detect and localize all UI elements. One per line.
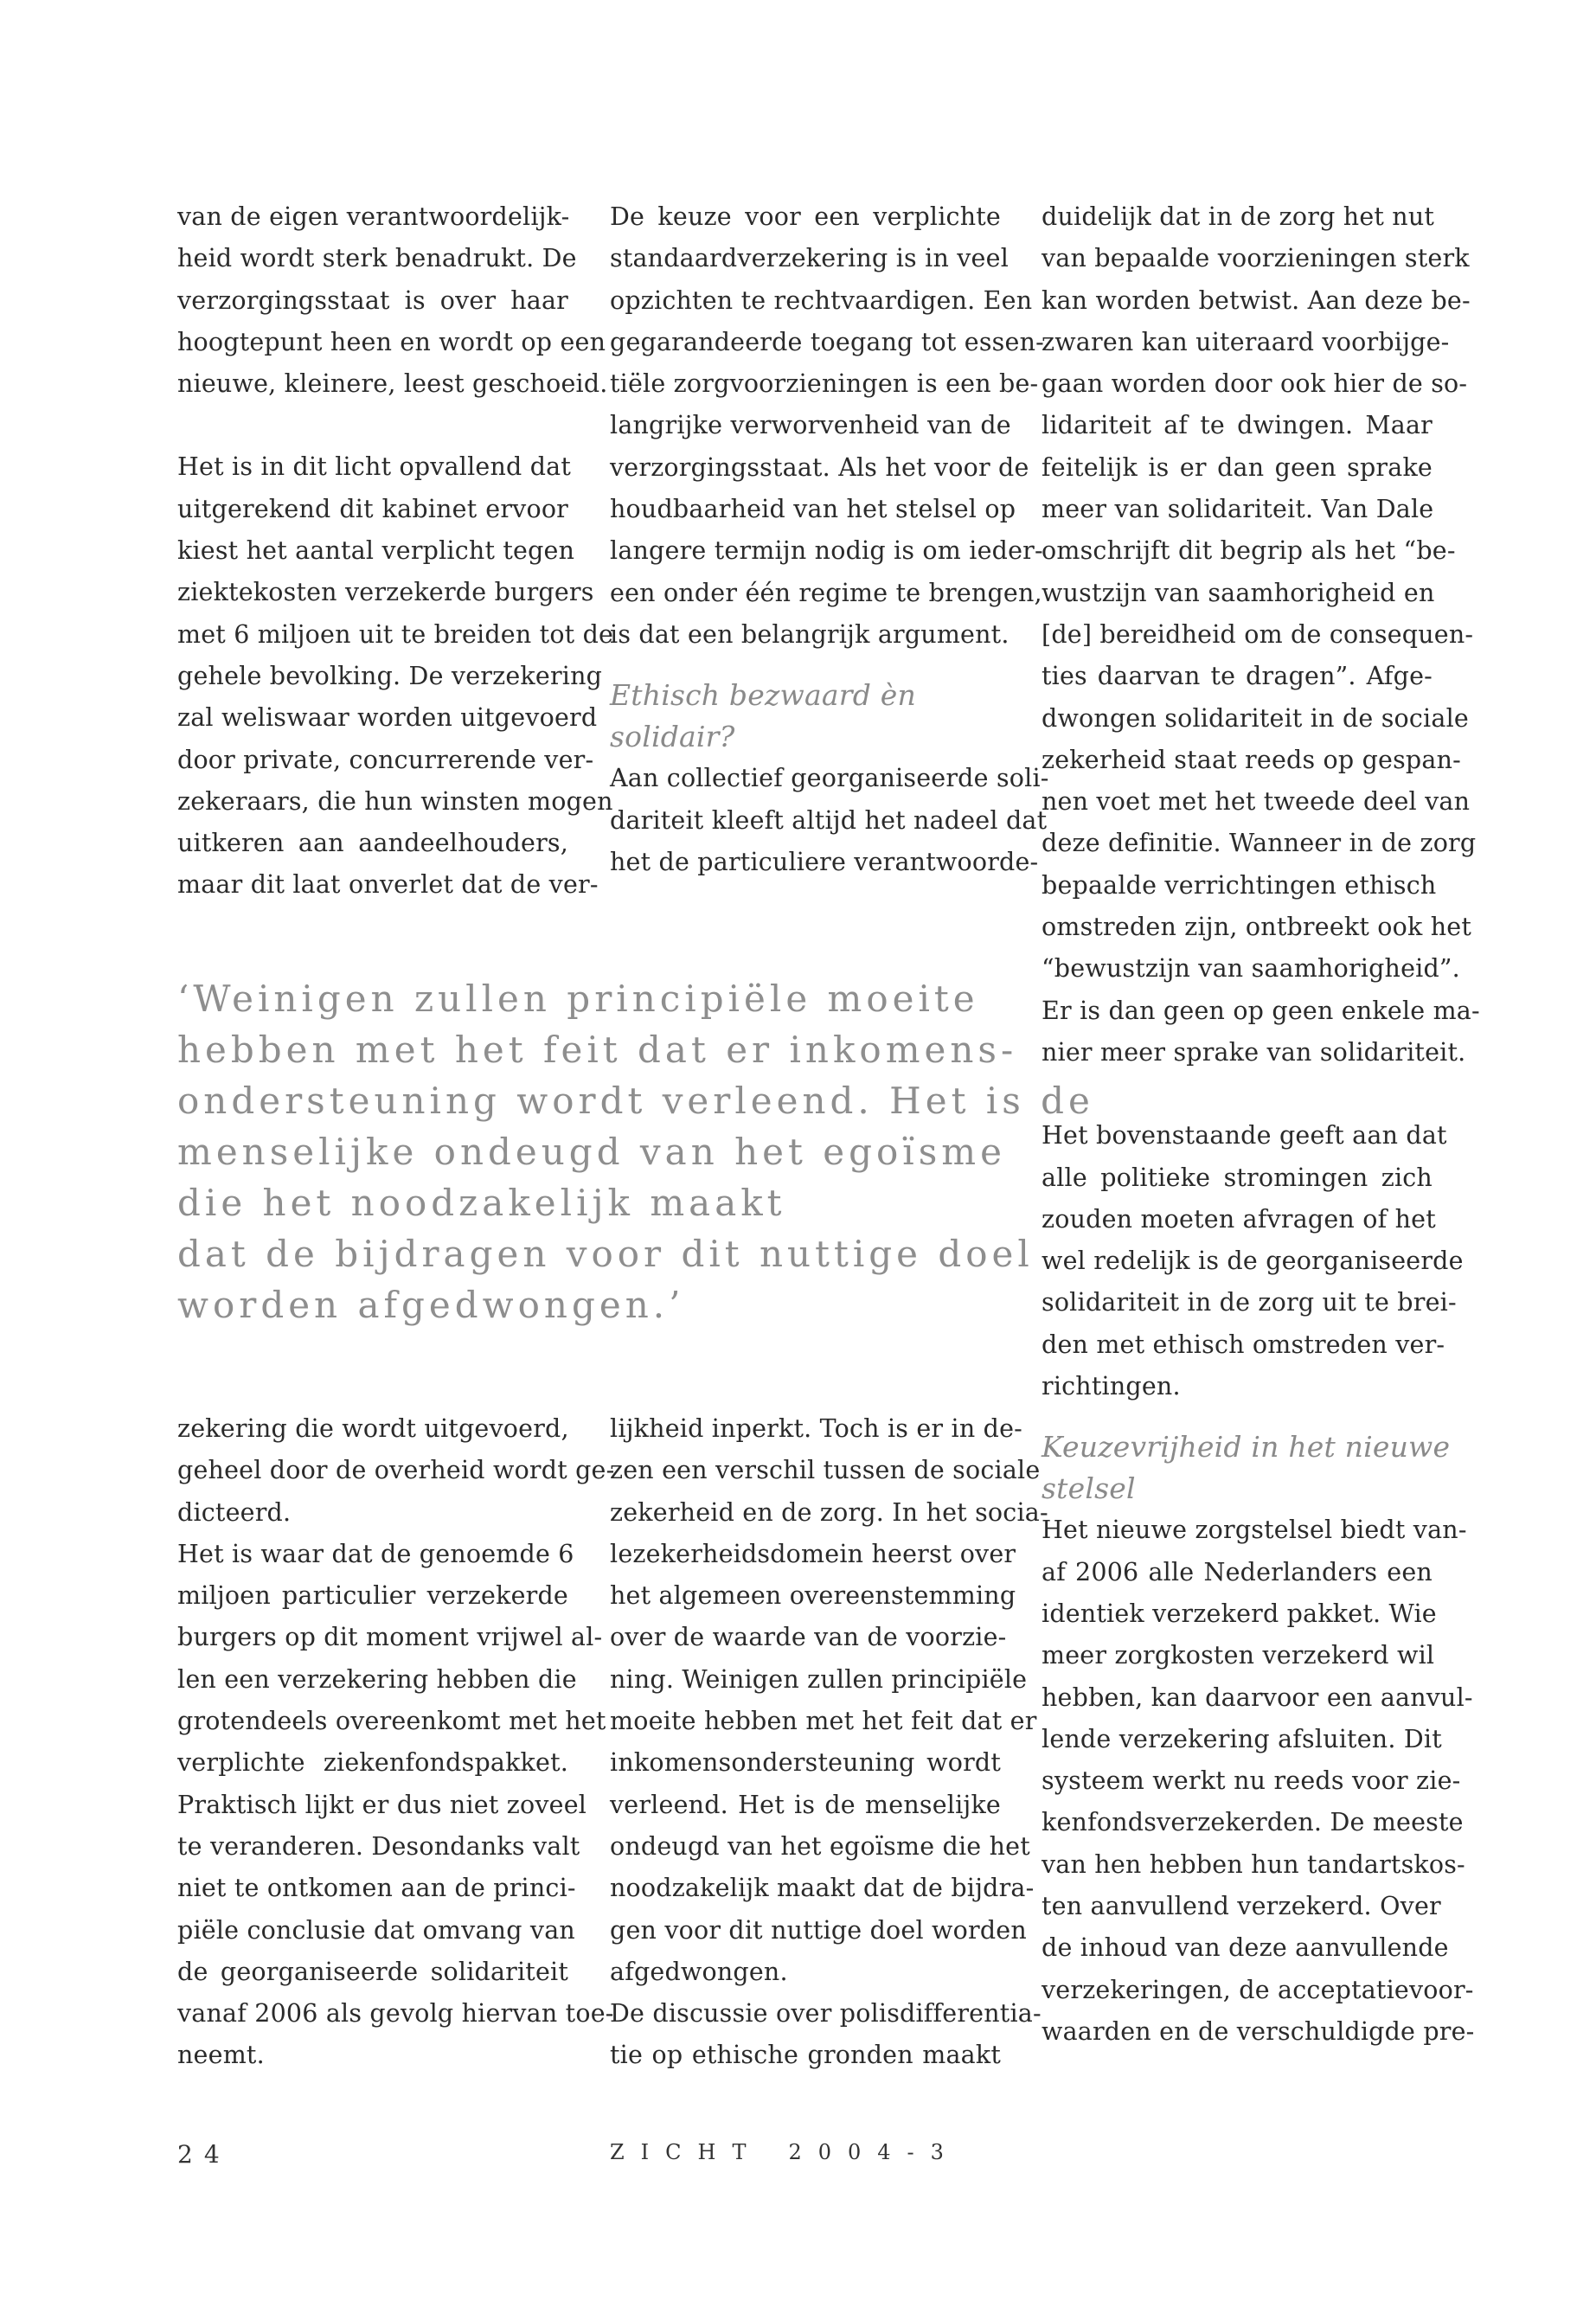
text-line: niet te ontkomen aan de princi- [177,1874,576,1903]
text-line: over de waarde van de voorzie- [610,1623,1007,1652]
text-line: langrijke verworvenheid van de [610,411,1011,440]
text-line: het algemeen overeenstemming [610,1581,1016,1611]
text-line: door private, concurrerende ver- [177,745,594,774]
text-line: len een verzekering hebben die [177,1664,577,1694]
column-2-top [610,196,1049,883]
text-line: tie op ethische gronden maakt [610,2041,1001,2070]
text-line: ondeugd van het egoïsme die het [610,1831,1030,1861]
text-line: solidariteit in de zorg uit te brei- [1042,1288,1457,1317]
paragraph [177,1534,614,2077]
text-line: hoogtepunt heen en wordt op een [177,327,606,356]
paragraph [610,1408,1048,1993]
text-line: richtingen. [1042,1372,1181,1401]
text-line: Aan collectief georganiseerde soli- [610,764,1049,793]
text-line: standaardverzekering is in veel [610,244,1010,273]
text-line: duidelijk dat in de zorg het nut [1042,202,1435,231]
text-line: ning. Weinigen zullen principiële [610,1664,1028,1694]
text-line: dariteit kleeft altijd het nadeel dat [610,805,1048,835]
heading-line: Keuzevrijheid in het nieuwe [1042,1430,1451,1465]
text-line: alle politieke stromingen zich [1042,1163,1433,1192]
text-line: de inhoud van deze aanvullende [1042,1933,1449,1963]
text-line: wustzijn van saamhorigheid en [1042,578,1435,607]
text-line: verzekeringen, de acceptatievoor- [1042,1975,1474,2004]
text-line: bepaalde verrichtingen ethisch [1042,870,1437,900]
text-line: “bewustzijn van saamhorigheid”. [1042,954,1460,984]
text-line: neemt. [177,2041,265,2070]
text-line: [de] bereidheid om de consequen- [1042,619,1474,649]
text-line: tiële zorgvoorzieningen is een be- [610,369,1039,399]
paragraph [177,446,614,906]
running-footer [610,2140,960,2164]
text-line: meer van solidariteit. Van Dale [1042,495,1434,524]
text-line: zen een verschil tussen de sociale [610,1456,1041,1485]
text-line: waarden en de verschuldigde pre- [1042,2016,1475,2046]
text-line: dicteerd. [177,1497,292,1527]
quote-line: dat de bijdragen voor dit nuttige doel [177,1233,1034,1275]
text-line: Het nieuwe zorgstelsel biedt van- [1042,1516,1467,1545]
text-line: houdbaarheid van het stelsel op [610,495,1016,524]
text-line: ziektekosten verzekerde burgers [177,578,594,607]
text-line: noodzakelijk maakt dat de bijdra- [610,1874,1035,1903]
text-line: grotendeels overeenkomt met het [177,1707,606,1736]
text-line: De discussie over polisdifferentia- [610,1999,1042,2029]
text-line: wel redelijk is de georganiseerde [1042,1247,1464,1276]
heading-line: stelsel [1042,1471,1136,1506]
text-line: Er is dan geen op geen enkele ma- [1042,996,1480,1025]
text-line: uitkeren aan aandeelhouders, [177,829,568,858]
text-line: burgers op dit moment vrijwel al- [177,1623,603,1652]
heading-line: Ethisch bezwaard èn [610,678,916,713]
text-line: inkomensondersteuning wordt [610,1748,1001,1778]
text-line: Praktisch lijkt er dus niet zoveel [177,1790,587,1819]
quote-line: hebben met het feit dat er inkomens- [177,1029,1018,1071]
page-number: 24 [177,2140,231,2169]
paragraph [610,1993,1042,2077]
text-line: uitgerekend dit kabinet ervoor [177,494,568,523]
text-line: te veranderen. Desondanks valt [177,1831,580,1861]
text-line: lijkheid inperkt. Toch is er in de- [610,1414,1022,1443]
text-line: kenfondsverzekerden. De meeste [1042,1808,1464,1837]
quote-line: menselijke ondeugd van het egoïsme [177,1131,1006,1173]
text-line: gaan worden door ook hier de so- [1042,369,1468,399]
text-line: kiest het aantal verplicht tegen [177,536,575,566]
text-line: omstreden zijn, ontbreekt ook het [1042,913,1471,942]
text-line: van bepaalde voorzieningen sterk [1042,244,1470,273]
text-line: afgedwongen. [610,1957,788,1986]
text-line: nieuwe, kleinere, leest geschoeid. [177,369,608,399]
text-line: maar dit laat onverlet dat de ver- [177,870,599,900]
text-line: systeem werkt nu reeds voor zie- [1042,1766,1461,1796]
text-line: omschrijft dit begrip als het “be- [1042,536,1456,566]
quote-line: die het noodzakelijk maakt [177,1182,786,1224]
text-line: deze definitie. Wanneer in de zorg [1042,829,1477,858]
text-line: den met ethisch omstreden ver- [1042,1330,1445,1359]
text-line: van hen hebben hun tandartskos- [1042,1849,1465,1879]
text-line: zal weliswaar worden uitgevoerd [177,703,598,733]
text-line: een onder één regime te brengen, [610,578,1042,607]
text-line: meer zorgkosten verzekerd wil [1042,1641,1435,1670]
text-line: identiek verzekerd pakket. Wie [1042,1599,1437,1628]
section-heading-keuzevrijheid [1042,1426,1451,1509]
text-line: zouden moeten afvragen of het [1042,1204,1436,1234]
text-line: piële conclusie dat omvang van [177,1915,575,1945]
text-line: De keuze voor een verplichte [610,202,1001,231]
text-line: lende verzekering afsluiten. Dit [1042,1724,1442,1753]
paragraph [610,758,1049,883]
text-line: ties daarvan te dragen”. Afge- [1042,662,1433,691]
paragraph [177,1408,615,1534]
text-line: dwongen solidariteit in de sociale [1042,703,1469,733]
paragraph [177,196,608,405]
text-line: gehele bevolking. De verzekering [177,661,603,690]
text-line: verzorgingsstaat. Als het voor de [610,452,1029,482]
text-line: geheel door de overheid wordt ge- [177,1456,615,1485]
text-line: vanaf 2006 als gevolg hiervan toe- [177,1999,614,2029]
text-line: opzichten te rechtvaardigen. Een [610,285,1033,315]
text-line: zekerheid staat reeds op gespan- [1042,745,1461,774]
paragraph [1042,196,1480,1074]
text-line: miljoen particulier verzekerde [177,1581,568,1611]
text-line: nen voet met het tweede deel van [1042,787,1471,817]
text-line: nier meer sprake van solidariteit. [1042,1037,1466,1067]
pull-quote [177,973,1094,1330]
text-line: kan worden betwist. Aan deze be- [1042,285,1471,315]
section-heading-ethisch [610,675,1001,758]
text-line: hebben, kan daarvoor een aanvul- [1042,1682,1473,1712]
column-3 [1042,196,1480,2053]
text-line: zekeraars, die hun winsten mogen [177,786,613,816]
text-line: lezekerheidsdomein heerst over [610,1539,1016,1568]
text-line: is dat een belangrijk argument. [610,619,1010,649]
text-line: moeite hebben met het feit dat er [610,1707,1037,1736]
text-line: gen voor dit nuttige doel worden [610,1915,1027,1945]
paragraph [610,196,1044,656]
text-line: feitelijk is er dan geen sprake [1042,452,1433,482]
column-1-bottom [177,1408,615,2077]
text-line: zwaren kan uiteraard voorbijge- [1042,327,1450,356]
text-line: verleend. Het is de menselijke [610,1790,1001,1819]
quote-line: worden afgedwongen.’ [177,1284,685,1326]
text-line: gegarandeerde toegang tot essen- [610,327,1044,356]
text-line: het de particuliere verantwoorde- [610,847,1039,876]
text-line: met 6 miljoen uit te breiden tot de [177,619,614,649]
column-1-top [177,196,614,907]
text-line: langere termijn nodig is om ieder- [610,536,1043,566]
paragraph [1042,1509,1475,2053]
quote-line: ‘Weinigen zullen principiële moeite [177,977,979,1020]
text-line: verplichte ziekenfondspakket. [177,1748,568,1778]
paragraph [1042,1115,1464,1407]
text-line: af 2006 alle Nederlanders een [1042,1557,1433,1586]
issue-number: 2004-3 [788,2140,960,2164]
text-line: Het is in dit licht opvallend dat [177,452,572,482]
text-line: zekering die wordt uitgevoerd, [177,1414,569,1443]
text-line: ten aanvullend verzekerd. Over [1042,1891,1441,1920]
quote-line: ondersteuning wordt verleend. Het is de [177,1080,1094,1122]
text-line: lidariteit af te dwingen. Maar [1042,411,1433,440]
text-line: zekerheid en de zorg. In het socia- [610,1497,1048,1527]
publication-name: ZICHT [610,2140,763,2164]
text-line: Het bovenstaande geeft aan dat [1042,1121,1447,1150]
heading-line: solidair? [610,720,735,754]
text-line: van de eigen verantwoordelijk- [177,202,570,231]
text-line: de georganiseerde solidariteit [177,1957,568,1986]
text-line: verzorgingsstaat is over haar [177,285,568,315]
column-2-bottom [610,1408,1048,2077]
text-line: heid wordt sterk benadrukt. De [177,244,577,273]
text-line: Het is waar dat de genoemde 6 [177,1539,574,1568]
